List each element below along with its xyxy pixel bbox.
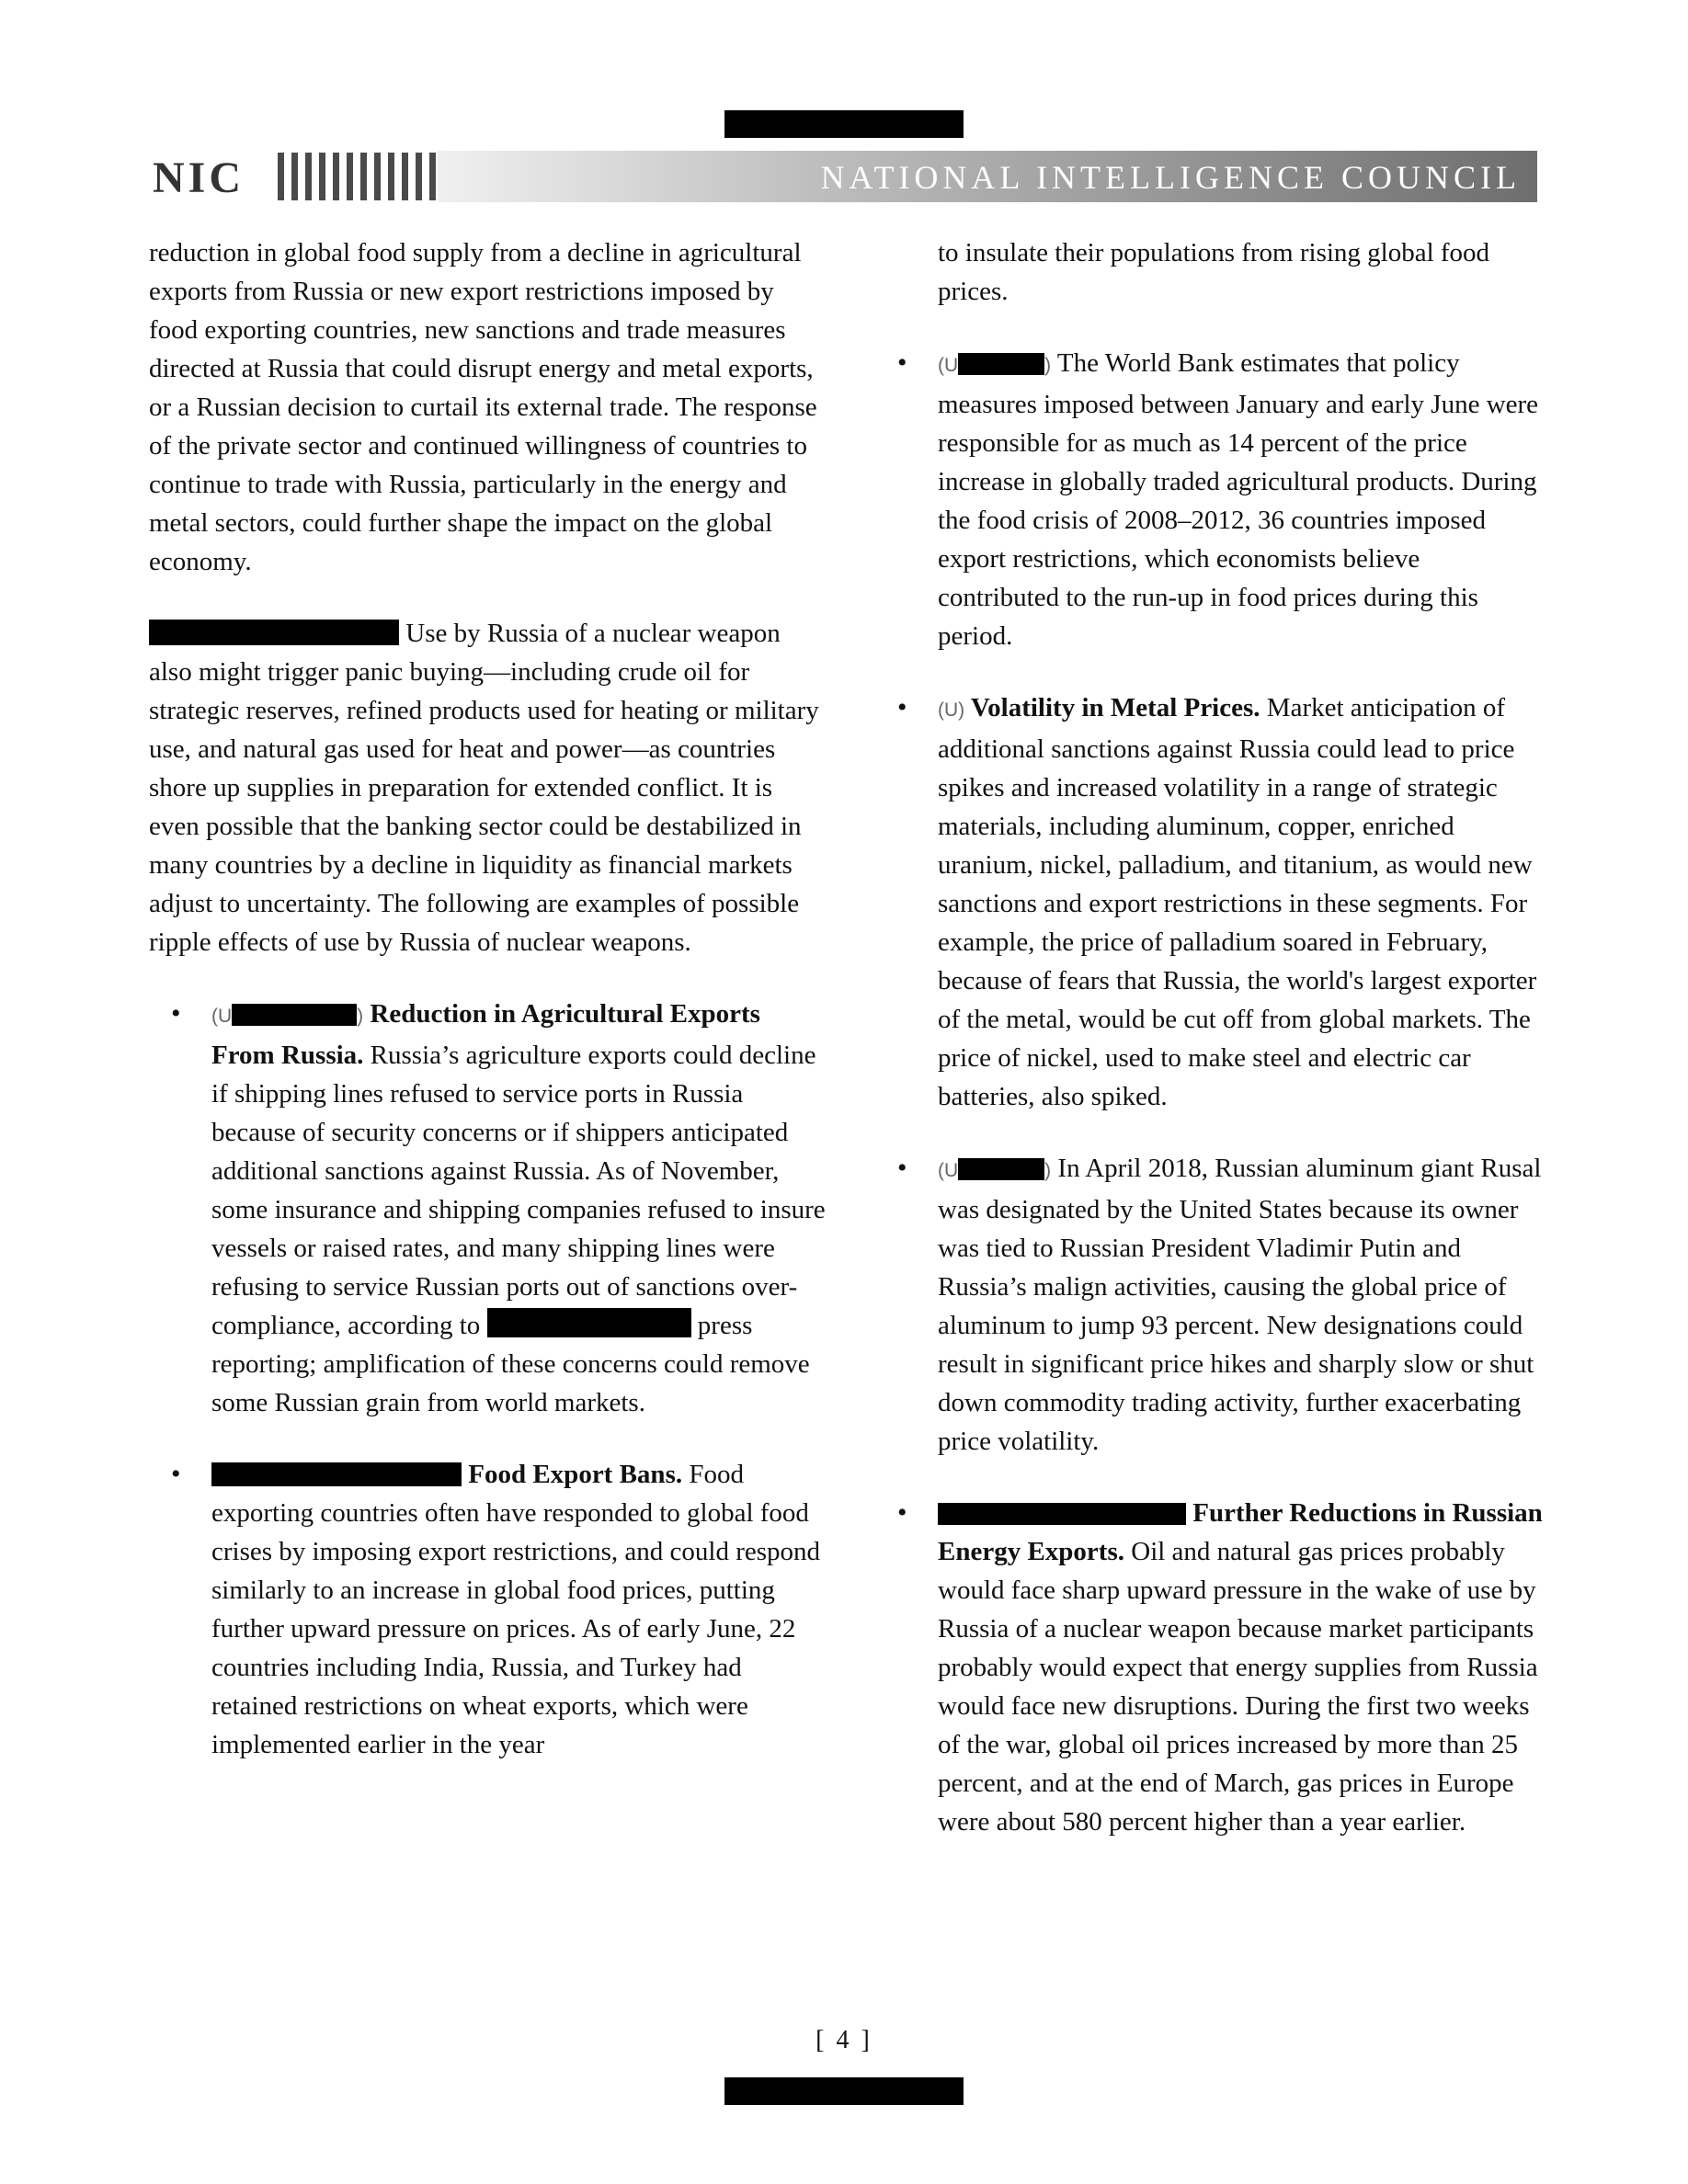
classification-mark: ) bbox=[1044, 355, 1052, 376]
classification-redaction-top bbox=[724, 110, 964, 138]
right-column bbox=[938, 233, 1545, 1874]
bullet-list bbox=[938, 344, 1545, 1841]
list-item bbox=[938, 344, 1545, 655]
redaction bbox=[487, 1308, 691, 1337]
bullet-text: In April 2018, Russian aluminum giant Rusal was designated by the United States because its owner was tied to Russian President Vladimir Putin and Russia’s malign activities, causing the global price of aluminum to jump 93 percent. New designations could result in significant price hikes and sharply slow or shut down commodity trading activity, further exacerbating price volatility. bbox=[938, 1154, 1542, 1456]
redaction bbox=[958, 353, 1044, 375]
bullet-text: Market anticipation of additional sanctions against Russia could lead to price spikes and increased volatility in a range of strategic materials, including aluminum, copper, enriched uranium, nickel, palladium, and titanium, as would new sanctions and export restrictions in these segments. For example, the price of palladium soared in February, because of fears that Russia, the world's largest exporter of the metal, would be cut off from global markets. The price of nickel, used to make steel and electric car batteries, also spiked. bbox=[938, 693, 1537, 1111]
bullet-title: Volatility in Metal Prices. bbox=[964, 693, 1260, 722]
classification-mark: (U bbox=[938, 355, 959, 376]
page-number: [ 4 ] bbox=[815, 2026, 873, 2054]
bullet-list bbox=[149, 995, 829, 1764]
bullet-text: Oil and natural gas prices probably would face sharp upward pressure in the wake of use by Russia of a nuclear weapon because market participants probably would expect that energy supplies from Russia would face new disruptions. During the first two weeks of the war, global oil prices increased by more than 25 percent, and at the end of March, gas prices in Europe were about 580 percent higher than a year earlier. bbox=[938, 1537, 1538, 1837]
classification-mark: (U bbox=[938, 1160, 959, 1181]
classification-mark: ) bbox=[1044, 1160, 1052, 1181]
nic-logo: NIC bbox=[153, 154, 245, 202]
banner-title: NATIONAL INTELLIGENCE COUNCIL bbox=[820, 159, 1521, 196]
list-item bbox=[211, 1455, 829, 1764]
list-item bbox=[938, 688, 1545, 1116]
list-item bbox=[211, 995, 829, 1422]
bullet-text: Russia’s agriculture exports could decline if shipping lines refused to service ports in Russia because of security concerns or if shippers anticipated additional sanctions against Russia. As of November, some insurance and shipping companies refused to insure vessels or raised rates, and many shipping lines were refusing to service Russian ports out of sanctions over-compliance, according to bbox=[211, 1041, 826, 1340]
classification-mark: ) bbox=[357, 1006, 364, 1027]
bullet-title: Food Export Bans. bbox=[462, 1460, 683, 1489]
left-column bbox=[149, 233, 829, 1797]
redaction bbox=[232, 1004, 357, 1026]
paragraph: reduction in global food supply from a decline in agricultural exports from Russia or new export restrictions imposed by food exporting countries, new sanctions and trade measures directed at Russia that could disrupt energy and metal exports, or a Russian decision to curtail its external trade. The response of the private sector and continued willingness of countries to continue to trade with Russia, particularly in the energy and metal sectors, could further shape the impact on the global economy. bbox=[149, 238, 817, 576]
redaction bbox=[938, 1503, 1186, 1525]
redaction bbox=[958, 1158, 1044, 1180]
list-item bbox=[938, 1149, 1545, 1461]
bullet-text: press reporting; amplification of these concerns could remove some Russian grain from world markets. bbox=[211, 1311, 810, 1417]
list-item bbox=[938, 1494, 1545, 1841]
classification-redaction-bottom bbox=[724, 2077, 964, 2105]
redaction bbox=[211, 1462, 462, 1486]
bullet-text: Food exporting countries often have responded to global food crises by imposing export restrictions, and could respond similarly to an increase in global food prices, putting further upward pressure on prices. As of early June, 22 countries including India, Russia, and Turkey had retained restrictions on wheat exports, which were implemented earlier in the year bbox=[211, 1460, 821, 1759]
classification-mark: (U bbox=[211, 1006, 233, 1027]
redaction bbox=[149, 620, 399, 645]
barcode-graphic bbox=[278, 153, 438, 200]
bullet-title: Further Reductions in Russian Energy Exports. bbox=[938, 1498, 1543, 1566]
paragraph bbox=[149, 614, 829, 961]
classification-mark: (U) bbox=[938, 700, 965, 721]
paragraph: to insulate their populations from rising global food prices. bbox=[938, 238, 1490, 306]
header-banner bbox=[438, 151, 1537, 202]
bullet-text: The World Bank estimates that policy measures imposed between January and early June were responsible for as much as 14 percent of the price increase in globally traded agricultural products. During the food crisis of 2008–2012, 36 countries imposed export restrictions, which economists believe contributed to the run-up in food prices during this period. bbox=[938, 348, 1539, 651]
bullet-title: Reduction in Agricultural Exports From Russia. bbox=[211, 999, 760, 1070]
paragraph-text: Use by Russia of a nuclear weapon also might trigger panic buying—including crude oil for strategic reserves, refined products used for heating or military use, and natural gas used for heat and power—as countries shore up supplies in preparation for extended conflict. It is even possible that the banking sector could be destabilized in many countries by a decline in liquidity as financial markets adjust to uncertainty. The following are examples of possible ripple effects of use by Russia of nuclear weapons. bbox=[149, 619, 819, 957]
